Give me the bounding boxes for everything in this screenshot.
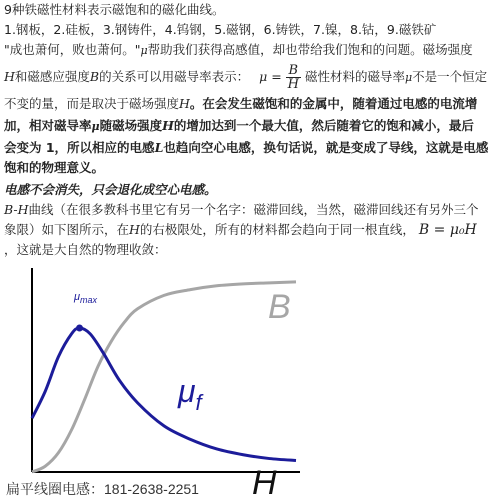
permeability-formula: μ = $\frac{B}{H}$ <box>259 63 299 92</box>
label-layer <box>6 288 291 502</box>
para1-line-6: 加，相对磁导率μ随磁场强度H的增加达到一个最大值，然后随着它的饱和减小，最后 <box>4 118 474 133</box>
series-line-b <box>32 282 296 472</box>
watermark-text: 扁平线圈电感：181-2638-2251 <box>6 481 199 497</box>
chart-axes <box>32 268 300 472</box>
mu-max-annotation: $\mu_{max}$ <box>74 291 98 305</box>
para3-line-12: ，这就是大自然的物理收敛： <box>4 242 167 257</box>
series-label-b: B <box>268 288 291 326</box>
intro-line-1: 9种铁磁性材料表示磁饱和的磁化曲线。 <box>4 2 225 17</box>
para1-line-4: H和磁感应强度B的关系可以用磁导率表示： μ = $\frac{B}{H}$ 磁性材料的磁导率μ不是一个恒定 <box>4 63 488 92</box>
bh-curve-chart <box>0 262 500 502</box>
para1-line-7: 会变为 1，所以相应的电感L也趋向空心电感，换句话说，就是变成了导线，这就是电感 <box>4 140 489 155</box>
x-axis-label: H <box>252 464 277 502</box>
para2-line: 电感不会消失，只会退化成空心电感。 <box>4 182 217 197</box>
convergence-formula: B = μ₀H <box>418 222 477 238</box>
para1-line-8: 饱和的物理意义。 <box>4 160 105 175</box>
para1-line-3: "成也萧何，败也萧何。"μ帮助我们获得高感值，却也带给我们饱和的问题。磁场强度 <box>4 42 473 57</box>
series-line-mu-f <box>32 328 296 460</box>
para1-line-5: 不变的量，而是取决于磁场强度H。在会发生磁饱和的金属中，随着通过电感的电流增 <box>4 96 478 111</box>
intro-line-2: 1.钢板，2.硅板，3.钢铸件，4.钨钢，5.磁钢，6.铸铁，7.镍，8.钴，9.磁铁矿 <box>4 22 437 37</box>
series-layer <box>32 282 296 472</box>
para3-line-10: B-H曲线（在很多教科书里它有另一个名字：磁滞回线，当然，磁滞回线还有另外三个 <box>4 202 479 217</box>
mu-max-point <box>76 325 83 332</box>
para3-line-11: 象限）如下图所示，在H的右极限处，所有的材料都会趋向于同一根直线， B = μ₀H <box>4 222 477 238</box>
series-label-mu: $\mu_f$ <box>178 373 202 415</box>
